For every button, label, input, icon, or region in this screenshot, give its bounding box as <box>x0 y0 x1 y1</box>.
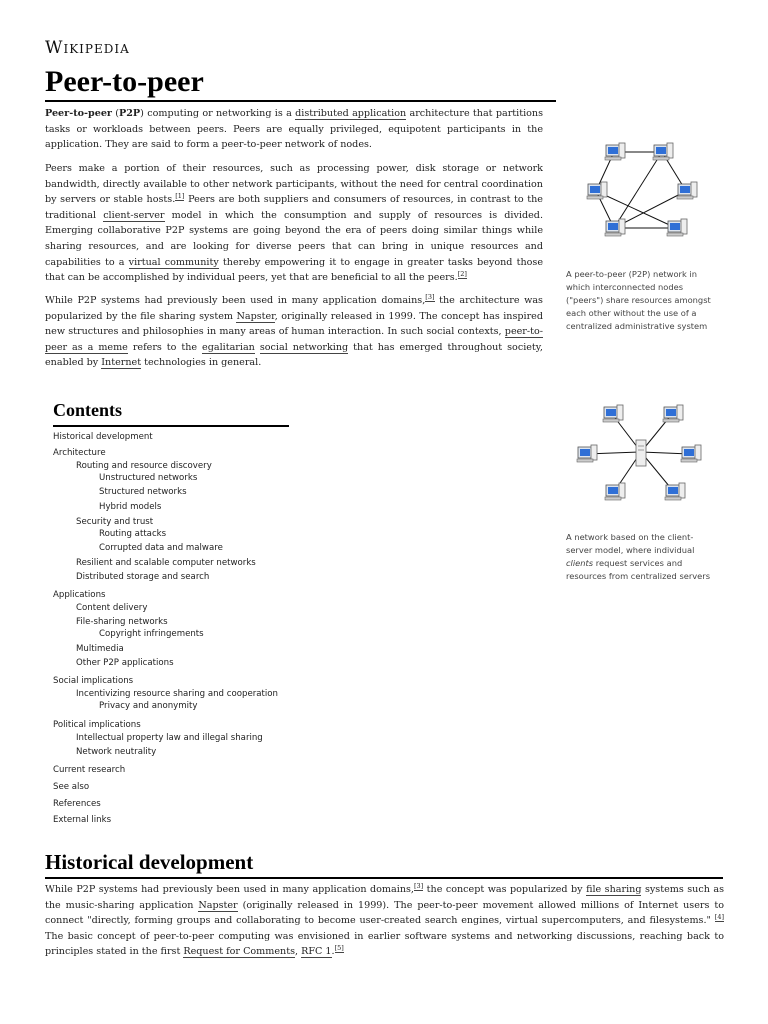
peer-connections <box>596 152 686 228</box>
client-computer-icon <box>681 445 701 462</box>
link-peer-to-peer-meme[interactable]: peer-to-peer as a meme <box>45 326 543 353</box>
toc-item[interactable]: Unstructured networks <box>99 473 198 483</box>
toc-item[interactable]: Distributed storage and search <box>76 572 210 582</box>
lead-term: Peer-to-peer <box>45 108 112 119</box>
toc-item[interactable]: Current research <box>53 765 126 775</box>
peer-computer-icon <box>667 219 687 236</box>
reference-link[interactable]: [3] <box>425 293 435 301</box>
figure-caption-p2p: A peer-to-peer (P2P) network in which interconnected nodes ("peers") share resources amongst each other without the use of a centralized administrative system <box>566 269 711 331</box>
link-request-for-comments[interactable]: Request for Comments <box>183 946 296 958</box>
toc-item[interactable]: Routing and resource discovery <box>76 461 212 471</box>
client-computer-icon <box>663 405 683 422</box>
client-computer-icon <box>605 483 625 500</box>
link-virtual-community[interactable]: virtual community <box>128 256 219 268</box>
intro-paragraph-1: Peer-to-peer (P2P) computing or networking is a distributed application architecture that partitions tasks or workloads between peers. Peers are equally privileged, equipotent participants in the application. They are said to form a peer-to-peer network of nodes. <box>45 108 544 151</box>
client-server-diagram[interactable] <box>566 400 716 510</box>
toc-item[interactable]: Incentivizing resource sharing and cooperation <box>76 689 278 699</box>
toc-item[interactable]: Intellectual property law and illegal sharing <box>76 733 263 743</box>
toc-item[interactable]: Security and trust <box>76 517 154 527</box>
peer-computer-icon <box>677 182 697 199</box>
reference-link[interactable]: [5] <box>334 944 344 953</box>
link-social-networking[interactable]: social networking <box>259 341 349 353</box>
table-of-contents <box>53 400 289 825</box>
p2p-network-diagram[interactable] <box>566 138 716 248</box>
toc-item[interactable]: Privacy and anonymity <box>99 701 198 711</box>
toc-item[interactable]: Routing attacks <box>99 529 167 539</box>
toc-item[interactable]: External links <box>53 815 112 825</box>
link-napster[interactable]: Napster <box>198 899 238 911</box>
toc-item[interactable]: Network neutrality <box>76 747 157 757</box>
link-napster[interactable]: Napster <box>236 310 275 322</box>
client-computer-icon <box>603 405 623 422</box>
reference-link[interactable]: [1] <box>175 192 185 201</box>
section-heading-historical-development: Historical development <box>45 850 254 874</box>
peer-computer-icon <box>605 143 625 160</box>
reference-link[interactable]: [3] <box>413 882 424 890</box>
reference-link[interactable]: [2] <box>457 270 467 279</box>
toc-item[interactable]: Hybrid models <box>99 502 162 512</box>
toc-item[interactable]: Multimedia <box>76 644 124 654</box>
toc-item[interactable]: File-sharing networks <box>76 617 168 627</box>
toc-item[interactable]: Political implications <box>53 720 141 730</box>
toc-item[interactable]: Applications <box>53 590 106 600</box>
client-computer-icon <box>665 483 685 500</box>
link-distributed-application[interactable]: distributed application <box>295 108 407 119</box>
intro-paragraph-2: Peers make a portion of their resources, such as processing power, disk storage or network bandwidth, directly available to other network participants, without the need for central coordination by servers or stable hosts.[1] Peers are both suppliers and consumers of resources, in contrast to the traditional client-server model in which the consumption and supply of resources is divided. Emerging collaborative P2P systems are going beyond the era of peers doing similar things while sharing resources, and are looking for diverse peers that can bring in unique resources and capabilities to a virtual community thereby empowering it to engage in greater tasks beyond those that can be accomplished by individual peers, yet that are beneficial to all the peers.[2] <box>45 163 543 284</box>
toc-item[interactable]: Architecture <box>53 448 106 458</box>
link-rfc-1[interactable]: RFC 1 <box>301 946 332 958</box>
section-divider <box>45 877 723 879</box>
toc-item[interactable]: Historical development <box>53 432 153 442</box>
peer-computer-icon <box>587 182 607 199</box>
toc-item[interactable]: Content delivery <box>76 603 148 613</box>
server-icon <box>636 440 646 466</box>
toc-item[interactable]: Structured networks <box>99 487 187 497</box>
toc-item[interactable]: Resilient and scalable computer networks <box>76 558 256 568</box>
toc-item[interactable]: Social implications <box>53 676 134 686</box>
wikipedia-wordmark[interactable]: Wikipedia <box>45 38 130 58</box>
toc-item[interactable]: Other P2P applications <box>76 658 174 668</box>
intro-paragraph-3: While P2P systems had previously been used in many application domains,[3] the architecture was popularized by the file sharing system Napster, originally released in 1999. The concept has inspired new structures and philosophies in many areas of human interaction. In such social contexts, peer-to-peer as a meme refers to the egalitarian social networking that has emerged throughout society, enabled by Internet technologies in general. <box>45 293 543 369</box>
client-computer-icon <box>577 445 597 462</box>
peer-computer-icon <box>605 219 625 236</box>
link-internet[interactable]: Internet <box>101 357 142 369</box>
figure-caption-client-server: A network based on the client-server model, where individual clients request services and resources from centralized servers <box>566 532 711 581</box>
link-file-sharing[interactable]: file sharing <box>586 884 642 895</box>
history-paragraph: While P2P systems had previously been used in many application domains,[3] the concept was popularized by file sharing systems such as the music-sharing application Napster (originally released in 1999). The peer-to-peer movement allowed millions of Internet users to connect "directly, forming groups and collaborating to become user-created search engines, virtual supercomputers, and filesystems." [4] The basic concept of peer-to-peer computing was envisioned in earlier software systems and networking discussions, reaching back to principles stated in the first Request for Comments, RFC 1.[5] <box>45 882 724 958</box>
reference-link[interactable]: [4] <box>714 913 724 922</box>
link-client-server[interactable]: client-server <box>103 209 165 221</box>
title-divider <box>45 100 556 102</box>
page-title: Peer-to-peer <box>45 65 204 98</box>
toc-item[interactable]: Copyright infringements <box>99 629 204 639</box>
link-egalitarian[interactable]: egalitarian <box>202 341 255 353</box>
peer-computer-icon <box>653 143 673 160</box>
toc-item[interactable]: Corrupted data and malware <box>99 543 223 553</box>
lead-abbreviation: P2P <box>119 108 141 119</box>
contents-heading: Contents <box>53 400 289 427</box>
toc-item[interactable]: See also <box>53 782 90 792</box>
toc-item[interactable]: References <box>53 799 101 809</box>
